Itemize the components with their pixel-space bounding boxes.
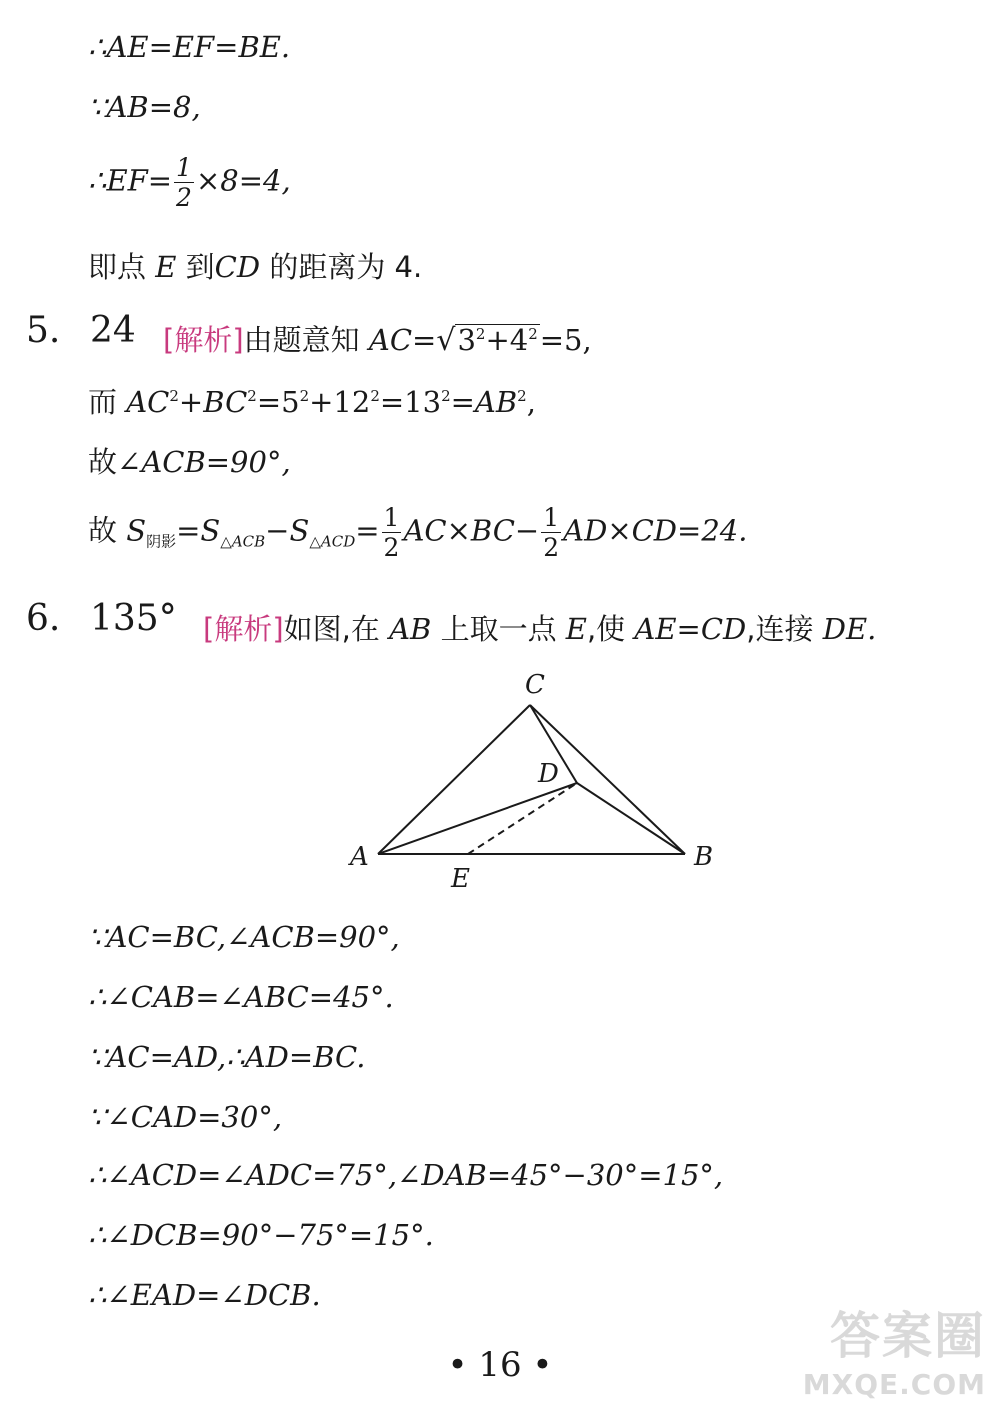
sqrt-expression: $3^2+4^2$ — [457, 323, 538, 357]
problem-5-line-3: 故∠ACB=90°, — [88, 445, 291, 479]
segment-db — [577, 783, 685, 854]
analysis-tag: [解析] — [163, 323, 244, 357]
step-6: ∴∠DCB=90°−75°=15°. — [88, 1218, 434, 1252]
problem-6-number: 6. — [26, 598, 61, 639]
segment-de-dashed — [468, 783, 577, 854]
label-c: C — [525, 670, 545, 700]
line-distance-e-cd: 即点 E 到CD 的距离为 4. — [88, 250, 423, 284]
page-number: • 16 • — [447, 1345, 553, 1385]
label-d: D — [538, 759, 559, 789]
problem-5-line-1: [解析]由题意知 $AC=√3^2+4^2=5$, — [163, 323, 592, 358]
line-ab-eq-8: ∵AB=8, — [88, 90, 201, 124]
step-5: ∴∠ACD=∠ADC=75°,∠DAB=45°−30°=15°, — [88, 1158, 724, 1192]
step-3: ∵AC=AD,∴AD=BC. — [88, 1040, 366, 1074]
segment-ad — [378, 783, 577, 854]
fraction-half: $\frac{1}{2}$ — [176, 153, 192, 212]
watermark-logo: 答案圈 — [830, 1307, 986, 1365]
problem-6-intro: [解析]如图,在 AB 上取一点 E,使 AE=CD,连接 DE. — [203, 612, 877, 646]
step-2: ∴∠CAB=∠ABC=45°. — [88, 980, 394, 1014]
triangle-figure — [340, 665, 730, 900]
line-ae-ef-be: ∴AE=EF=BE. — [88, 30, 291, 64]
watermark — [803, 1296, 986, 1401]
problem-6-answer: 135° — [90, 598, 177, 639]
analysis-tag: [解析] — [203, 612, 284, 646]
step-1: ∵AC=BC,∠ACB=90°, — [88, 920, 400, 954]
problem-5-number: 5. — [26, 310, 61, 351]
label-b: B — [694, 842, 714, 872]
watermark-site: MXQE.COM — [802, 1368, 986, 1401]
step-7: ∴∠EAD=∠DCB. — [88, 1278, 321, 1312]
label-a: A — [350, 842, 369, 872]
line-ef-eq-4: ∴EF= $\frac{1}{2}$ ×8=4, — [88, 153, 291, 212]
step-4: ∵∠CAD=30°, — [88, 1100, 283, 1134]
problem-5-answer: 24 — [90, 310, 136, 351]
problem-5-line-2: 而 $AC^2+BC^2=5^2+12^2=13^2=AB^2$, — [88, 385, 536, 419]
label-e: E — [451, 864, 470, 894]
problem-5-line-4: 故 $S_{阴影}=S_{\triangle ACB}-S_{\triangle ACD}=$ $\frac{1}{2}$ AC×BC− $\frac{1}{2}$ AD×CD=24. — [88, 503, 748, 562]
segment-ac — [378, 705, 530, 854]
